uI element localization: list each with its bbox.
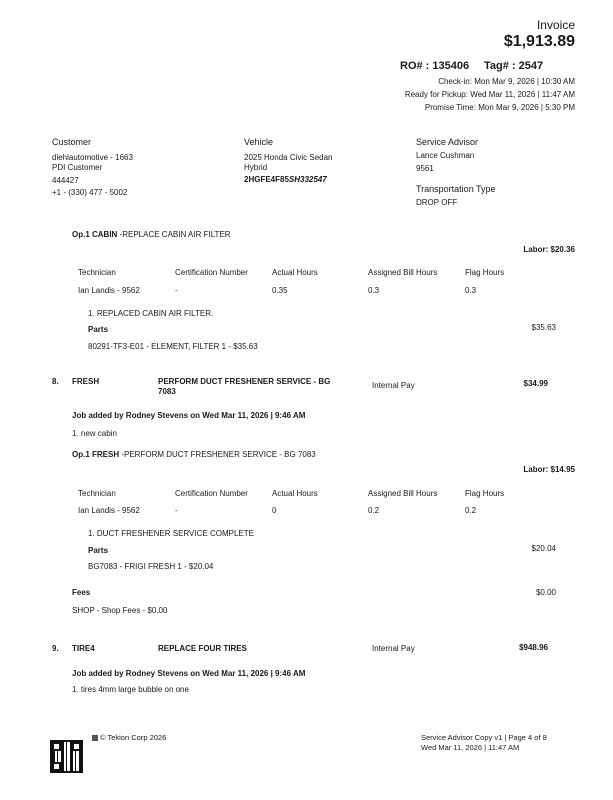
footer-brand-text: © Tekion Corp 2026 (100, 733, 167, 742)
footer-date: Wed Mar 11, 2026 | 11:47 AM (421, 743, 520, 752)
footer-brand (92, 733, 166, 742)
vehicle-model: 2025 Honda Civic Sedan (244, 153, 333, 162)
vehicle-trim: Hybrid (244, 163, 268, 172)
op1-parts-total: $35.63 (531, 323, 556, 332)
job9-amount: $948.96 (519, 643, 548, 652)
job8-op-code: Op.1 FRESH (72, 450, 120, 459)
promise-time: Promise Time: Mon Mar 9, 2026 | 5:30 PM (424, 103, 575, 112)
op1-col-actual: Actual Hours (272, 268, 318, 277)
op1-row-technician: Ian Landis - 9562 (78, 286, 140, 295)
tag-number: Tag# : 2547 (484, 60, 544, 72)
customer-type: PDI Customer (52, 163, 103, 172)
ro-number: RO# : 135406 (400, 60, 470, 72)
job9-added: Job added by Rodney Stevens on Wed Mar 11, 2026 | 9:46 AM (72, 669, 306, 678)
job8-fees-label: Fees (72, 588, 91, 597)
op1-desc: -REPLACE CABIN AIR FILTER (117, 230, 231, 239)
op1-row-assigned: 0.3 (368, 286, 380, 295)
job8-row-actual: 0 (272, 506, 277, 515)
job8-fee: SHOP - Shop Fees - $0.00 (72, 606, 168, 615)
job8-parts-total: $20.04 (531, 544, 556, 553)
job8-op-desc: -PERFORM DUCT FRESHENER SERVICE - BG 7083 (119, 450, 316, 459)
footer-copy: Service Advisor Copy v1 | Page 4 of 8 (421, 733, 547, 742)
job9-number: 9. (52, 644, 59, 653)
job8-row-assigned: 0.2 (368, 506, 380, 515)
op1-part: 80291-TF3-E01 - ELEMENT, FILTER 1 - $35.63 (88, 342, 258, 351)
op1-code: Op.1 CABIN (72, 230, 118, 239)
advisor-heading: Service Advisor (416, 137, 479, 147)
op1-note: 1. REPLACED CABIN AIR FILTER. (88, 309, 214, 318)
job8-note: 1. DUCT FRESHENER SERVICE COMPLETE (88, 529, 254, 538)
customer-phone: +1 - (330) 477 - 5002 (52, 188, 128, 197)
job8-cause: 1. new cabin (72, 429, 117, 438)
invoice-total: $1,913.89 (503, 33, 575, 50)
op1-col-flag: Flag Hours (465, 268, 505, 277)
job8-labor: Labor: $14.95 (523, 465, 575, 474)
job8-added: Job added by Rodney Stevens on Wed Mar 11, 2026 | 9:46 AM (72, 411, 306, 420)
job9-desc: REPLACE FOUR TIRES (158, 644, 247, 653)
qr-code (50, 740, 83, 773)
tekion-logo-icon (92, 735, 98, 741)
job9-code: TIRE4 (72, 644, 95, 653)
job8-fees-total: $0.00 (535, 588, 556, 597)
advisor-name: Lance Cushman (416, 151, 475, 160)
op1-col-technician: Technician (78, 268, 116, 277)
vehicle-heading: Vehicle (244, 137, 274, 147)
job9-pay-type: Internal Pay (372, 644, 415, 653)
op1-row-actual: 0.35 (272, 286, 288, 295)
advisor-id: 9561 (416, 164, 434, 173)
job8-desc-line1: PERFORM DUCT FRESHENER SERVICE - BG (158, 377, 331, 386)
job8-part: BG7083 - FRIGI FRESH 1 - $20.04 (88, 562, 214, 571)
vin-prefix: 2HGFE4F85 (244, 175, 289, 184)
job8-number: 8. (52, 377, 59, 386)
invoice-title: Invoice (536, 18, 575, 32)
job8-col-technician: Technician (78, 489, 116, 498)
job8-col-flag: Flag Hours (465, 489, 505, 498)
job8-amount: $34.99 (523, 379, 548, 388)
ready-time: Ready for Pickup: Wed Mar 11, 2026 | 11:47 AM (404, 90, 575, 99)
op1-col-cert: Certification Number (175, 268, 248, 277)
job9-cause: 1. tires 4mm large bubble on one (72, 685, 189, 694)
customer-heading: Customer (52, 137, 92, 147)
job8-col-assigned: Assigned Bill Hours (368, 489, 438, 498)
op1-title (72, 230, 231, 239)
transport-type: DROP OFF (416, 198, 458, 207)
job8-col-cert: Certification Number (175, 489, 248, 498)
op1-labor: Labor: $20.36 (523, 245, 575, 254)
job8-parts-label: Parts (88, 546, 109, 555)
job8-row-technician: Ian Landis - 9562 (78, 506, 140, 515)
op1-col-assigned: Assigned Bill Hours (368, 268, 438, 277)
op1-row-cert: - (175, 286, 178, 295)
job8-code: FRESH (72, 377, 100, 386)
job8-col-actual: Actual Hours (272, 489, 318, 498)
job8-op-title (72, 450, 316, 459)
job8-row-cert: - (175, 506, 178, 515)
op1-row-flag: 0.3 (465, 286, 477, 295)
job8-desc-line2: 7083 (158, 387, 176, 396)
op1-parts-label: Parts (88, 325, 109, 334)
customer-number: 444427 (52, 176, 79, 185)
checkin-time: Check-in: Mon Mar 9, 2026 | 10:30 AM (438, 77, 575, 86)
job8-row-flag: 0.2 (465, 506, 477, 515)
vin-suffix: SH332547 (288, 175, 327, 184)
customer-name: diehlautomotive - 1663 (52, 153, 133, 162)
transport-heading: Transportation Type (416, 184, 496, 194)
vehicle-vin (244, 175, 327, 184)
job8-pay-type: Internal Pay (372, 381, 415, 390)
